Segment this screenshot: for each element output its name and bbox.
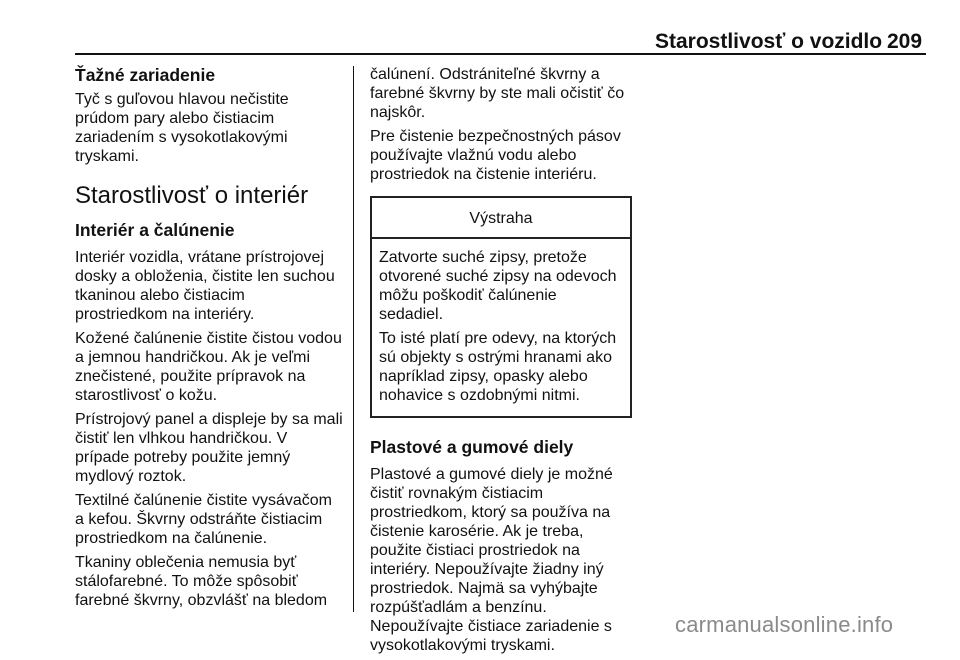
plastic-text: Plastové a gumové diely je možné čistiť rovnakým čistiacim prostriedkom, ktorý sa používa na čistenie karosérie. Ak je treba, použite čistiaci prostriedok na interiéry. Nepoužívajte žiadny iný prostriedok. Najmä sa vyhýbajte rozpúšťadlám a benzínu. Nepoužívajte čistiace zariadenie s vysokotlakovými tryskami. — [370, 466, 613, 654]
interior-paragraph-1: Interiér vozidla, vrátane prístrojovej dosky a obloženia, čistite len suchou tkaninou alebo čistiacim prostriedkom na interiéry. — [75, 249, 335, 323]
right-paragraph-2: Pre čistenie bezpečnostných pásov používajte vlažnú vodu alebo prostriedok na čistenie interiéru. — [370, 128, 621, 183]
right-paragraph-1: čalúnení. Odstrániteľné škvrny a farebné škvrny by ste mali očistiť čo najskôr. — [370, 66, 625, 121]
warning-paragraph-2: To isté platí pre odevy, na ktorých sú objekty s ostrými hranami ako napríklad zipsy, opasky alebo nohavice s ozdobnými nitmi. — [379, 330, 617, 404]
watermark: carmanualsonline.info — [675, 612, 894, 637]
interior-paragraph-2: Kožené čalúnenie čistite čistou vodou a jemnou handričkou. Ak je veľmi znečistené, použite prípravok na starostlivosť o kožu. — [75, 330, 342, 404]
towbar-text: Tyč s guľovou hlavou nečistite prúdom pary alebo čistiacim zariadením s vysokotlakovými tryskami. — [75, 91, 289, 165]
right-column — [370, 65, 632, 660]
page-number: 209 — [887, 30, 923, 53]
upholstery-heading: Interiér a čalúnenie — [75, 220, 235, 240]
interior-paragraph-4: Textilné čalúnenie čistite vysávačom a kefou. Škvrny odstráňte čistiacim prostriedkom na čalúnenie. — [75, 492, 333, 547]
header-rule — [75, 53, 926, 55]
warning-paragraph-1: Zatvorte suché zipsy, pretože otvorené suché zipsy na odevoch môžu poškodiť čalúnenie sedadiel. — [379, 249, 617, 323]
interior-paragraph-5: Tkaniny oblečenia nemusia byť stálofarebné. To môže spôsobiť farebné škvrny, obzvlášť na bledom — [75, 554, 328, 609]
interior-heading: Starostlivosť o interiér — [75, 182, 309, 209]
plastic-heading: Plastové a gumové diely — [370, 437, 574, 457]
column-divider — [353, 66, 354, 612]
towbar-heading: Ťažné zariadenie — [75, 65, 216, 85]
warning-body — [372, 239, 630, 416]
warning-box — [370, 196, 632, 418]
left-column — [75, 65, 347, 615]
interior-paragraph-3: Prístrojový panel a displeje by sa mali čistiť len vlhkou handričkou. V prípade potreby použite jemný mydlový roztok. — [75, 411, 343, 485]
warning-title: Výstraha — [372, 198, 630, 239]
page-header-title: Starostlivosť o vozidlo — [655, 30, 883, 53]
